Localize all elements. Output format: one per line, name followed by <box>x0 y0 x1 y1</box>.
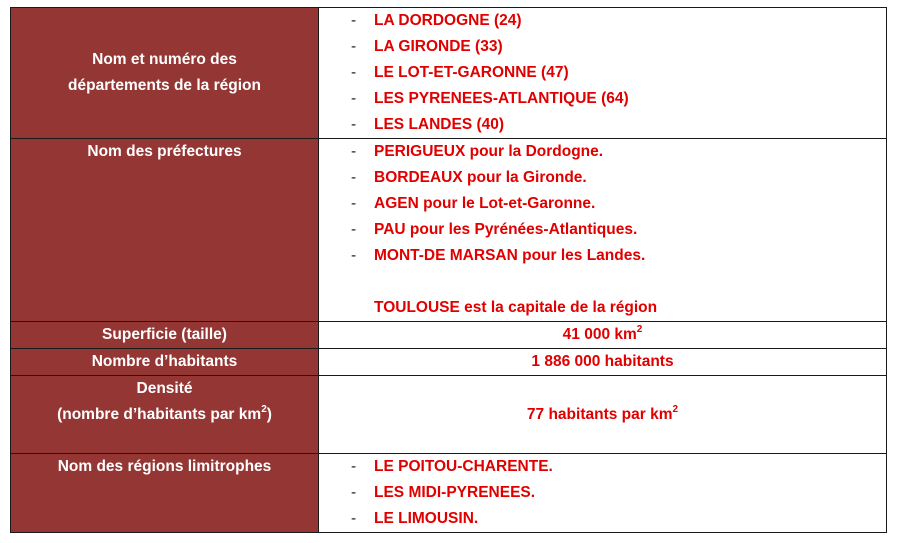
list-item: - PERIGUEUX pour la Dordogne. <box>351 143 604 160</box>
value-habitants: 1 886 000 habitants <box>319 349 887 376</box>
row-densite <box>11 376 887 454</box>
value-departements <box>319 8 887 139</box>
value-prefectures <box>319 139 887 322</box>
list-item: - AGEN pour le Lot-et-Garonne. <box>351 195 596 212</box>
label-limitrophes: Nom des régions limitrophes <box>11 454 319 533</box>
list-item: - LES MIDI-PYRENEES. <box>351 484 536 501</box>
label-densite-line1: Densité <box>136 380 193 397</box>
row-departements <box>11 8 887 139</box>
row-habitants <box>11 349 887 376</box>
list-item: - LES PYRENEES-ATLANTIQUE (64) <box>351 90 629 107</box>
label-densite <box>11 376 319 454</box>
list-item: - LA DORDOGNE (24) <box>351 12 522 29</box>
label-departements-line1: Nom et numéro des <box>92 51 237 68</box>
list-item: - MONT-DE MARSAN pour les Landes. <box>351 247 646 264</box>
value-densite: 77 habitants par $km^2$ <box>319 376 887 454</box>
row-limitrophes <box>11 454 887 533</box>
label-departements-line2: départements de la région <box>68 77 261 94</box>
label-superficie: Superficie (taille) <box>11 322 319 349</box>
list-item: - LE LIMOUSIN. <box>351 510 479 527</box>
list-item: - BORDEAUX pour la Gironde. <box>351 169 587 186</box>
list-item: - LE POITOU-CHARENTE. <box>351 458 553 475</box>
label-densite-line2: (nombre d’habitants par $km^2$) <box>57 404 272 423</box>
region-table <box>10 7 887 533</box>
label-habitants: Nombre d’habitants <box>11 349 319 376</box>
value-limitrophes <box>319 454 887 533</box>
capital-note: TOULOUSE est la capitale de la région <box>374 299 658 316</box>
value-superficie: 41 000 $km^2$ <box>319 322 887 349</box>
row-prefectures <box>11 139 887 322</box>
list-item: - LE LOT-ET-GARONNE (47) <box>351 64 569 81</box>
row-superficie <box>11 322 887 349</box>
list-item: - LA GIRONDE (33) <box>351 38 503 55</box>
list-item: - PAU pour les Pyrénées-Atlantiques. <box>351 221 638 238</box>
list-item: - LES LANDES (40) <box>351 116 505 133</box>
label-departements <box>11 8 319 139</box>
label-prefectures: Nom des préfectures <box>11 139 319 322</box>
